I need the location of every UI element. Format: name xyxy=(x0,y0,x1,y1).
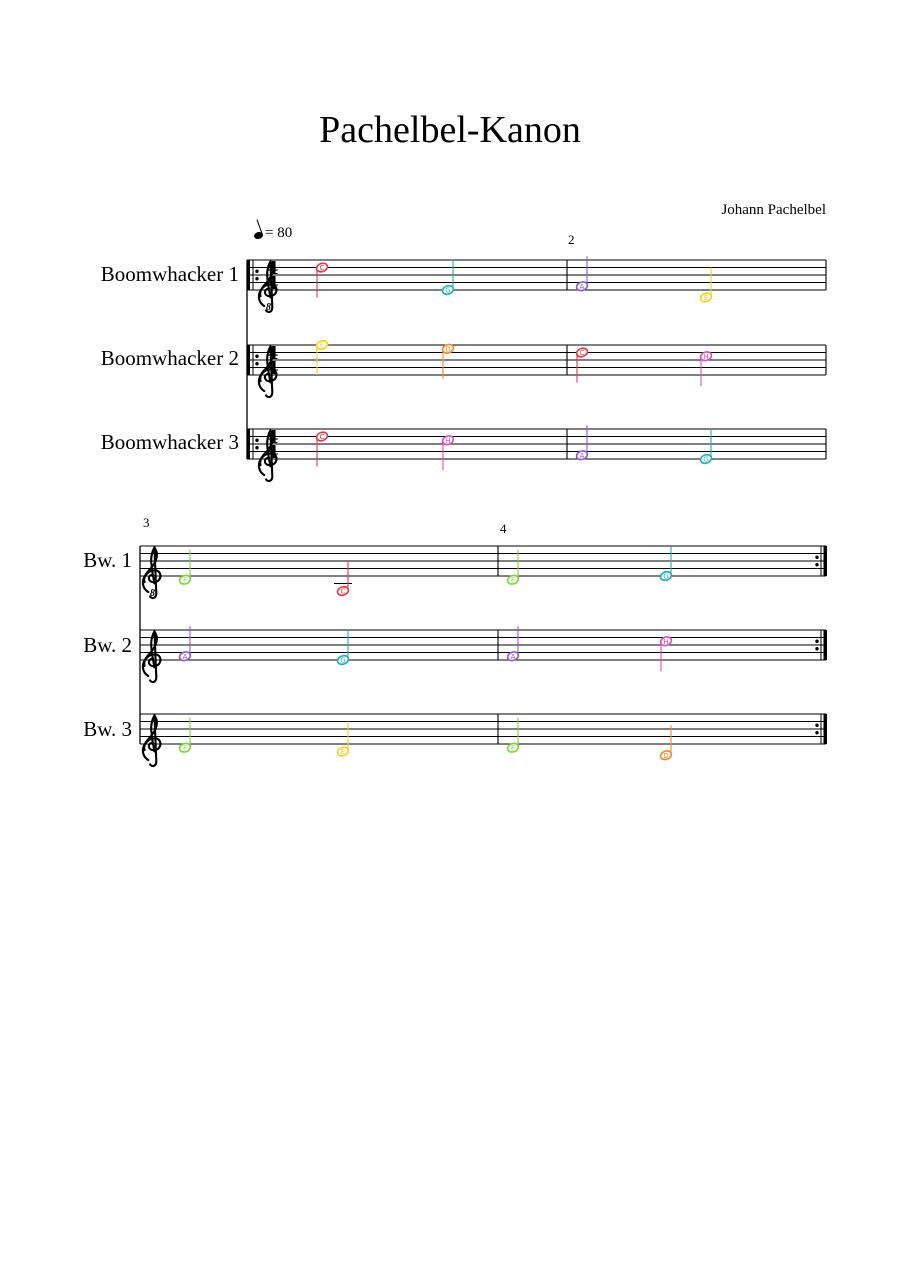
repeat-dot xyxy=(255,270,258,273)
composer: Johann Pachelbel xyxy=(721,202,826,218)
time-signature-numerator: 4 xyxy=(266,258,279,279)
note-name: F xyxy=(182,744,188,753)
repeat-dot xyxy=(815,647,818,650)
staff xyxy=(247,256,827,313)
end-repeat-thick-bar xyxy=(824,714,828,744)
note xyxy=(178,550,191,586)
instrument-name: Boomwhacker 3 xyxy=(100,430,239,454)
note-name: G xyxy=(703,455,709,464)
system-1 xyxy=(247,256,827,481)
note-name: A xyxy=(579,451,585,460)
note-name: D xyxy=(445,345,451,354)
start-repeat-thick-bar xyxy=(247,260,251,290)
note xyxy=(506,626,519,662)
note xyxy=(575,425,588,461)
note xyxy=(178,626,191,662)
repeat-dot xyxy=(815,640,818,643)
clef-octave-mark: 8 xyxy=(150,588,155,599)
note xyxy=(334,561,352,597)
time-signature-denominator: 4 xyxy=(266,442,279,463)
note xyxy=(699,350,712,386)
note xyxy=(659,546,672,582)
note-name: F xyxy=(510,744,516,753)
note-name: G xyxy=(445,286,451,295)
staff xyxy=(140,626,827,682)
note-name: F xyxy=(182,576,188,585)
note xyxy=(659,635,672,671)
treble-clef-icon xyxy=(143,631,161,682)
staff xyxy=(140,714,827,766)
note-name: A xyxy=(510,652,516,661)
time-signature-denominator: 4 xyxy=(266,358,279,379)
note xyxy=(699,429,712,465)
instrument-name: Bw. 3 xyxy=(83,717,132,741)
end-repeat-thick-bar xyxy=(824,546,828,576)
note-name: G xyxy=(340,656,346,665)
instrument-name: Boomwhacker 2 xyxy=(100,346,239,370)
note-name: G xyxy=(663,572,669,581)
note-name: H xyxy=(663,637,669,646)
note-name: H xyxy=(445,436,451,445)
repeat-dot xyxy=(815,731,818,734)
note xyxy=(315,262,328,298)
instrument-name: Boomwhacker 1 xyxy=(100,262,239,286)
staff xyxy=(140,546,827,599)
time-signature-numerator: 4 xyxy=(266,427,279,448)
note-name: E xyxy=(319,341,325,350)
time-signature-numerator: 4 xyxy=(266,343,279,364)
note-name: C xyxy=(319,433,325,442)
note xyxy=(315,431,328,467)
repeat-dot xyxy=(255,446,258,449)
start-repeat-thick-bar xyxy=(247,429,251,459)
note xyxy=(336,630,349,666)
clef-octave-mark: 8 xyxy=(266,302,271,313)
measure-number: 3 xyxy=(143,515,150,530)
note xyxy=(178,718,191,754)
instrument-name: Bw. 1 xyxy=(83,548,132,572)
note xyxy=(506,550,519,586)
repeat-dot xyxy=(255,362,258,365)
note xyxy=(659,725,672,761)
note-name: E xyxy=(703,294,709,303)
repeat-dot xyxy=(255,355,258,358)
note-name: A xyxy=(579,282,585,291)
note-name: E xyxy=(340,748,346,757)
note xyxy=(315,339,328,375)
note xyxy=(575,256,588,292)
note-name: H xyxy=(703,352,709,361)
note-name: D xyxy=(663,751,669,760)
staff xyxy=(247,339,827,397)
note-name: A xyxy=(182,652,188,661)
repeat-dot xyxy=(815,724,818,727)
note xyxy=(441,434,454,470)
note-name: F xyxy=(510,576,516,585)
end-repeat-thick-bar xyxy=(824,630,828,660)
repeat-dot xyxy=(255,439,258,442)
note xyxy=(441,343,454,379)
repeat-dot xyxy=(815,556,818,559)
measure-number: 4 xyxy=(500,521,507,536)
start-repeat-thick-bar xyxy=(247,345,251,375)
staff xyxy=(247,425,827,481)
page-title: Pachelbel-Kanon xyxy=(319,109,581,151)
instrument-name: Bw. 2 xyxy=(83,633,132,657)
measure-number: 2 xyxy=(568,232,575,247)
time-signature-denominator: 4 xyxy=(266,273,279,294)
note xyxy=(506,718,519,754)
note xyxy=(336,722,349,758)
note xyxy=(441,260,454,296)
repeat-dot xyxy=(815,563,818,566)
note xyxy=(699,268,712,304)
tempo-value: = 80 xyxy=(265,225,293,241)
note-name: C xyxy=(319,264,325,273)
repeat-dot xyxy=(255,277,258,280)
system-2 xyxy=(140,546,827,766)
note-name: C xyxy=(579,349,585,358)
note xyxy=(575,347,588,383)
treble-clef-icon xyxy=(143,715,161,766)
note-name: C xyxy=(340,587,346,596)
